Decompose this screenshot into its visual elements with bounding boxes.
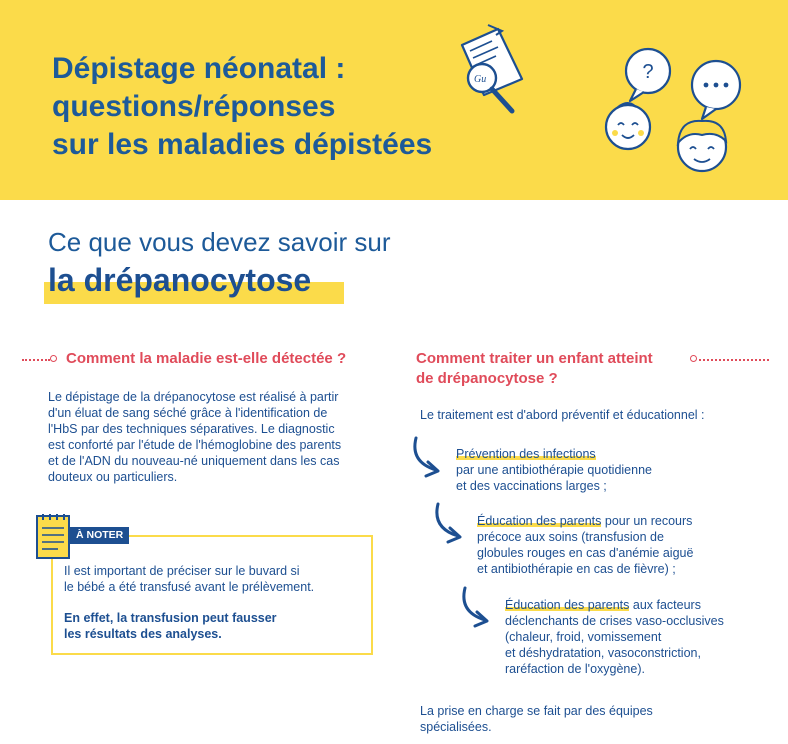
title-line-2: questions/réponses — [52, 90, 336, 123]
treatment-item-3 — [505, 597, 724, 677]
item-2-line-3: et antibiothérapie en cas de fièvre) ; — [477, 562, 676, 576]
right-heading-line-2: de drépanocytose ? — [416, 370, 558, 387]
note-label: À NOTER — [70, 527, 129, 544]
subtitle-disease: la drépanocytose — [48, 262, 312, 298]
item-2-line-1: précoce aux soins (transfusion de — [477, 530, 664, 544]
page-title — [52, 50, 432, 164]
item-3-line-3: et déshydratation, vasoconstriction, — [505, 646, 701, 660]
treatment-outro — [420, 703, 653, 735]
note-p1-line-1: Il est important de préciser sur le buvard si — [64, 564, 300, 578]
baby-face-icon — [606, 103, 650, 149]
note-p2-line-2: les résultats des analyses. — [64, 627, 222, 641]
document-magnifier-icon — [462, 25, 522, 111]
question-bubble-icon — [626, 49, 670, 101]
title-line-1: Dépistage néonatal : — [52, 52, 346, 85]
item-3-line-4: raréfaction de l'oxygène). — [505, 662, 645, 676]
curved-arrow-icon — [406, 436, 446, 482]
item-2-rest: pour un recours — [601, 514, 693, 528]
item-3-highlight: Éducation des parents — [505, 598, 630, 612]
subtitle-intro: Ce que vous devez savoir sur — [48, 227, 391, 257]
note-p2-line-1: En effet, la transfusion peut fausser — [64, 611, 277, 625]
item-3-rest: aux facteurs — [629, 598, 701, 612]
svg-text:?: ? — [642, 61, 654, 83]
header-banner — [0, 0, 788, 200]
detection-line-3: l'HbS par des techniques séparatives. Le diagnostic — [48, 422, 335, 436]
header-illustration — [440, 15, 780, 195]
title-line-3: sur les maladies dépistées — [52, 128, 433, 161]
right-heading-dots — [699, 359, 769, 363]
outro-line-1: La prise en charge se fait par des équipes — [420, 704, 653, 718]
item-3-line-1: déclenchants de crises vaso-occlusives — [505, 614, 724, 628]
detection-line-5: et de l'ADN du nouveau-né uniquement dans les cas — [48, 454, 340, 468]
item-3-line-2: (chaleur, froid, vomissement — [505, 630, 662, 644]
child-face-icon — [678, 121, 726, 171]
item-1-highlight: Prévention des infections — [456, 447, 596, 461]
note-p1-line-2: le bébé a été transfusé avant le prélèvement. — [64, 580, 315, 594]
detection-paragraph — [48, 389, 341, 485]
item-2-highlight: Éducation des parents — [477, 514, 602, 528]
notepad-icon — [33, 510, 75, 562]
note-paragraph-1 — [64, 563, 314, 595]
treatment-item-1 — [456, 446, 652, 494]
left-heading-dots — [22, 359, 50, 363]
treatment-item-2 — [477, 513, 693, 577]
left-heading: Comment la maladie est-elle détectée ? — [66, 350, 347, 367]
detection-line-4: est conforté par l'étude de l'hémoglobine des parents — [48, 438, 342, 452]
right-heading — [416, 349, 653, 389]
speech-bubble-icon — [692, 61, 740, 119]
document-handwriting: Gu — [474, 74, 487, 85]
detection-line-2: d'un éluat de sang séché grâce à l'identification de — [48, 406, 328, 420]
item-1-line-1: par une antibiothérapie quotidienne — [456, 463, 652, 477]
right-heading-line-1: Comment traiter un enfant atteint — [416, 350, 653, 367]
treatment-intro: Le traitement est d'abord préventif et éducationnel : — [420, 408, 705, 422]
detection-line-1: Le dépistage de la drépanocytose est réalisé à partir — [48, 390, 339, 404]
right-heading-ring — [690, 355, 697, 362]
outro-line-2: spécialisées. — [420, 720, 492, 734]
item-1-line-2: et des vaccinations larges ; — [456, 479, 607, 493]
curved-arrow-icon — [428, 502, 468, 548]
curved-arrow-icon — [455, 586, 495, 632]
item-2-line-2: globules rouges en cas d'anémie aiguë — [477, 546, 694, 560]
detection-line-6: douteux ou particuliers. — [48, 470, 178, 484]
left-heading-ring — [50, 355, 57, 362]
note-paragraph-2 — [64, 610, 277, 642]
